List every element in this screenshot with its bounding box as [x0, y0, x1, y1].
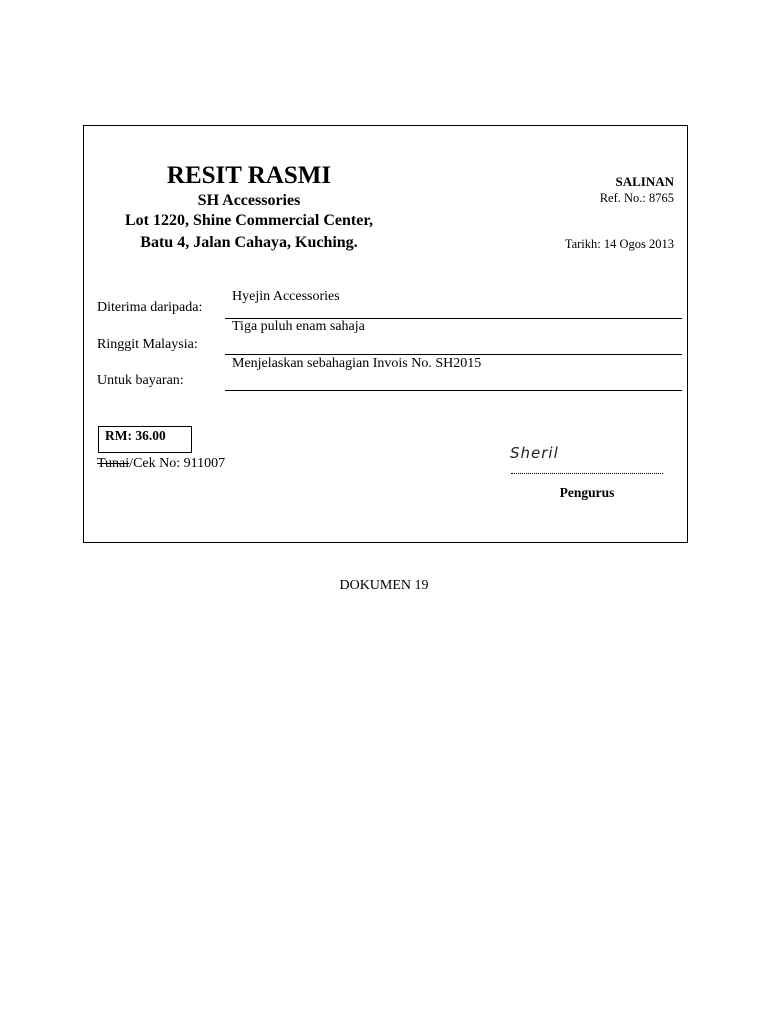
- company-address-line2: Batu 4, Jalan Cahaya, Kuching.: [140, 234, 358, 251]
- amount-words-value: Tiga puluh enam sahaja: [232, 319, 365, 334]
- received-from-value: Hyejin Accessories: [232, 289, 340, 304]
- receipt-title: RESIT RASMI: [166, 162, 332, 189]
- handwritten-signature: Sheril: [510, 444, 559, 462]
- signatory-role: Pengurus: [559, 485, 615, 500]
- company-name: SH Accessories: [197, 192, 301, 209]
- payment-separator: /: [129, 456, 134, 471]
- payment-for-label: Untuk bayaran:: [97, 373, 184, 388]
- company-address-line1: Lot 1220, Shine Commercial Center,: [125, 212, 373, 229]
- amount-words-label: Ringgit Malaysia:: [97, 337, 198, 352]
- reference-number: Ref. No.: 8765: [599, 191, 674, 205]
- official-receipt: [83, 125, 688, 543]
- received-from-label: Diterima daripada:: [97, 300, 203, 315]
- field-rule: [225, 390, 682, 391]
- field-rule: [225, 354, 682, 355]
- document-caption: DOKUMEN 19: [339, 578, 429, 593]
- field-rule: [225, 318, 682, 319]
- payment-cash-struck: Tunai: [97, 456, 130, 471]
- payment-for-value: Menjelaskan sebahagian Invois No. SH2015: [232, 356, 482, 371]
- amount-box: RM: 36.00: [98, 426, 192, 453]
- copy-label: SALINAN: [615, 174, 674, 189]
- receipt-date: Tarikh: 14 Ogos 2013: [564, 237, 674, 251]
- payment-method: [97, 456, 225, 472]
- payment-cheque: Cek No: 911007: [133, 456, 226, 471]
- signature-line: [511, 473, 663, 474]
